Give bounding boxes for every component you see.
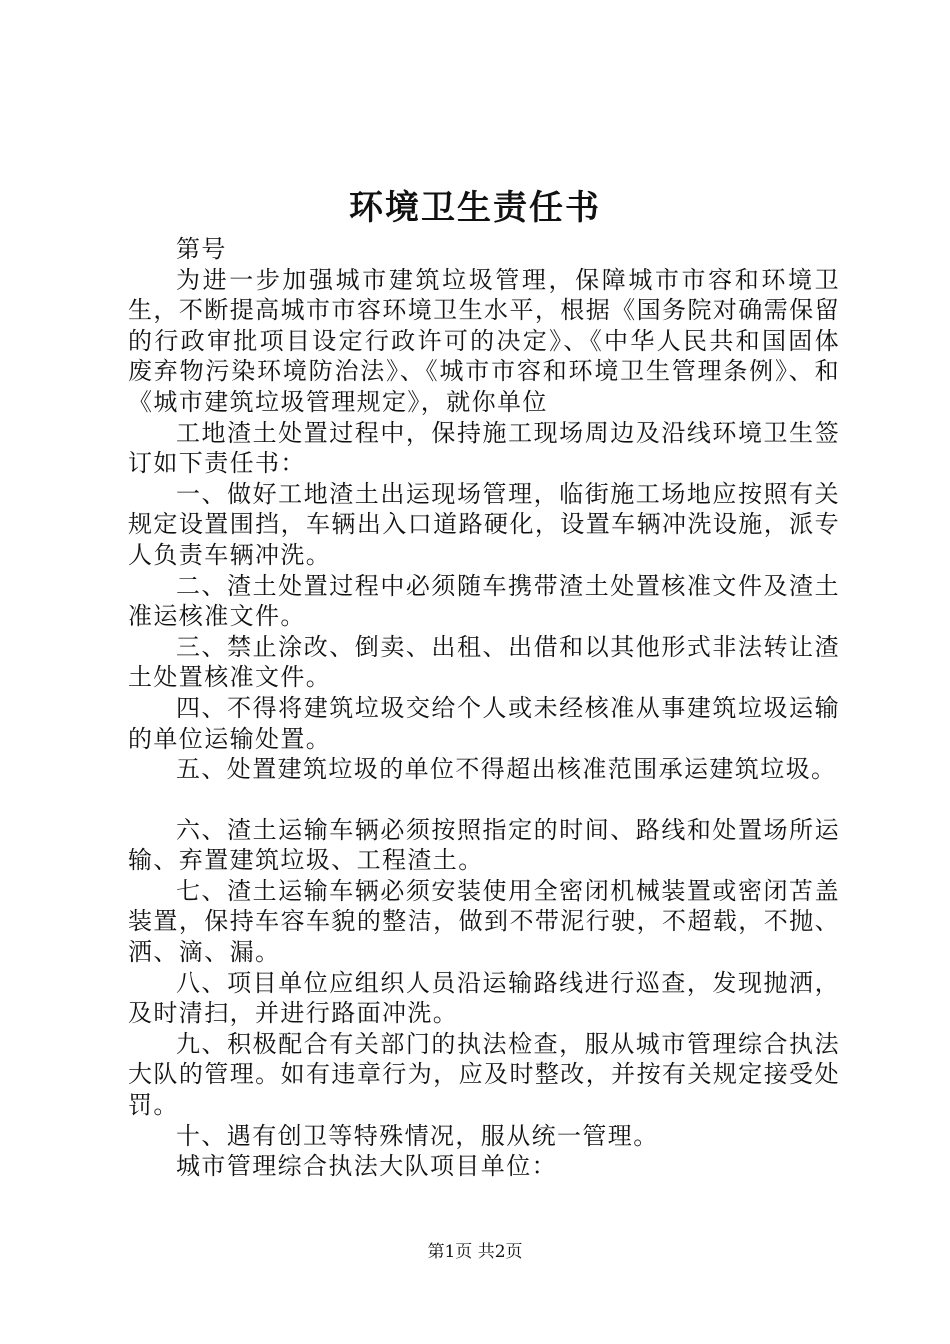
paragraph-signatories: 城市管理综合执法大队项目单位： bbox=[176, 1152, 557, 1181]
paragraph-item-10: 十、遇有创卫等特殊情况，服从统一管理。 bbox=[176, 1121, 659, 1150]
paragraph-item-1: 一、做好工地渣土出运现场管理，临街施工场地应按照有关规定设置围挡，车辆出入口道路硬化，设置车辆冲洗设施，派专人负责车辆冲洗。 bbox=[128, 479, 840, 569]
paragraph-item-5: 五、处置建筑垃圾的单位不得超出核准范围承运建筑垃圾。 bbox=[176, 755, 837, 784]
paragraph-item-4: 四、不得将建筑垃圾交给个人或未经核准从事建筑垃圾运输的单位运输处置。 bbox=[128, 693, 840, 753]
paragraph-item-3: 三、禁止涂改、倒卖、出租、出借和以其他形式非法转让渣土处置核准文件。 bbox=[128, 632, 840, 692]
page-footer: 第1页 共2页 bbox=[427, 1242, 523, 1262]
paragraph-item-8: 八、项目单位应组织人员沿运输路线进行巡查，发现抛洒，及时清扫，并进行路面冲洗。 bbox=[128, 968, 840, 1028]
document-body bbox=[128, 234, 840, 1182]
paragraph-item-7: 七、渣土运输车辆必须安装使用全密闭机械装置或密闭苫盖装置，保持车容车貌的整洁，做到不带泥行驶，不超载，不抛、洒、滴、漏。 bbox=[128, 876, 840, 967]
paragraph-number: 第号 bbox=[176, 235, 227, 263]
document-title: 环境卫生责任书 bbox=[349, 188, 601, 228]
paragraph-preamble: 为进一步加强城市建筑垃圾管理，保障城市市容和环境卫生，不断提高城市市容环境卫生水平，根据《国务院对确需保留的行政审批项目设定行政许可的决定》、《中华人民共和国固体废弃物污染环境防治法》、《城市市容和环境卫生管理条例》、和《城市建筑垃圾管理规定》，就你单位 bbox=[128, 265, 840, 416]
paragraph-purpose: 工地渣土处置过程中，保持施工现场周边及沿线环境卫生签订如下责任书： bbox=[128, 418, 840, 478]
paragraph-item-6: 六、渣土运输车辆必须按照指定的时间、路线和处置场所运输、弃置建筑垃圾、工程渣土。 bbox=[128, 815, 840, 875]
paragraph-item-2: 二、渣土处置过程中必须随车携带渣土处置核准文件及渣土准运核准文件。 bbox=[128, 571, 840, 631]
paragraph-spacer bbox=[128, 785, 840, 815]
paragraph-item-9: 九、积极配合有关部门的执法检查，服从城市管理综合执法大队的管理。如有违章行为，应及时整改，并按有关规定接受处罚。 bbox=[128, 1029, 840, 1120]
